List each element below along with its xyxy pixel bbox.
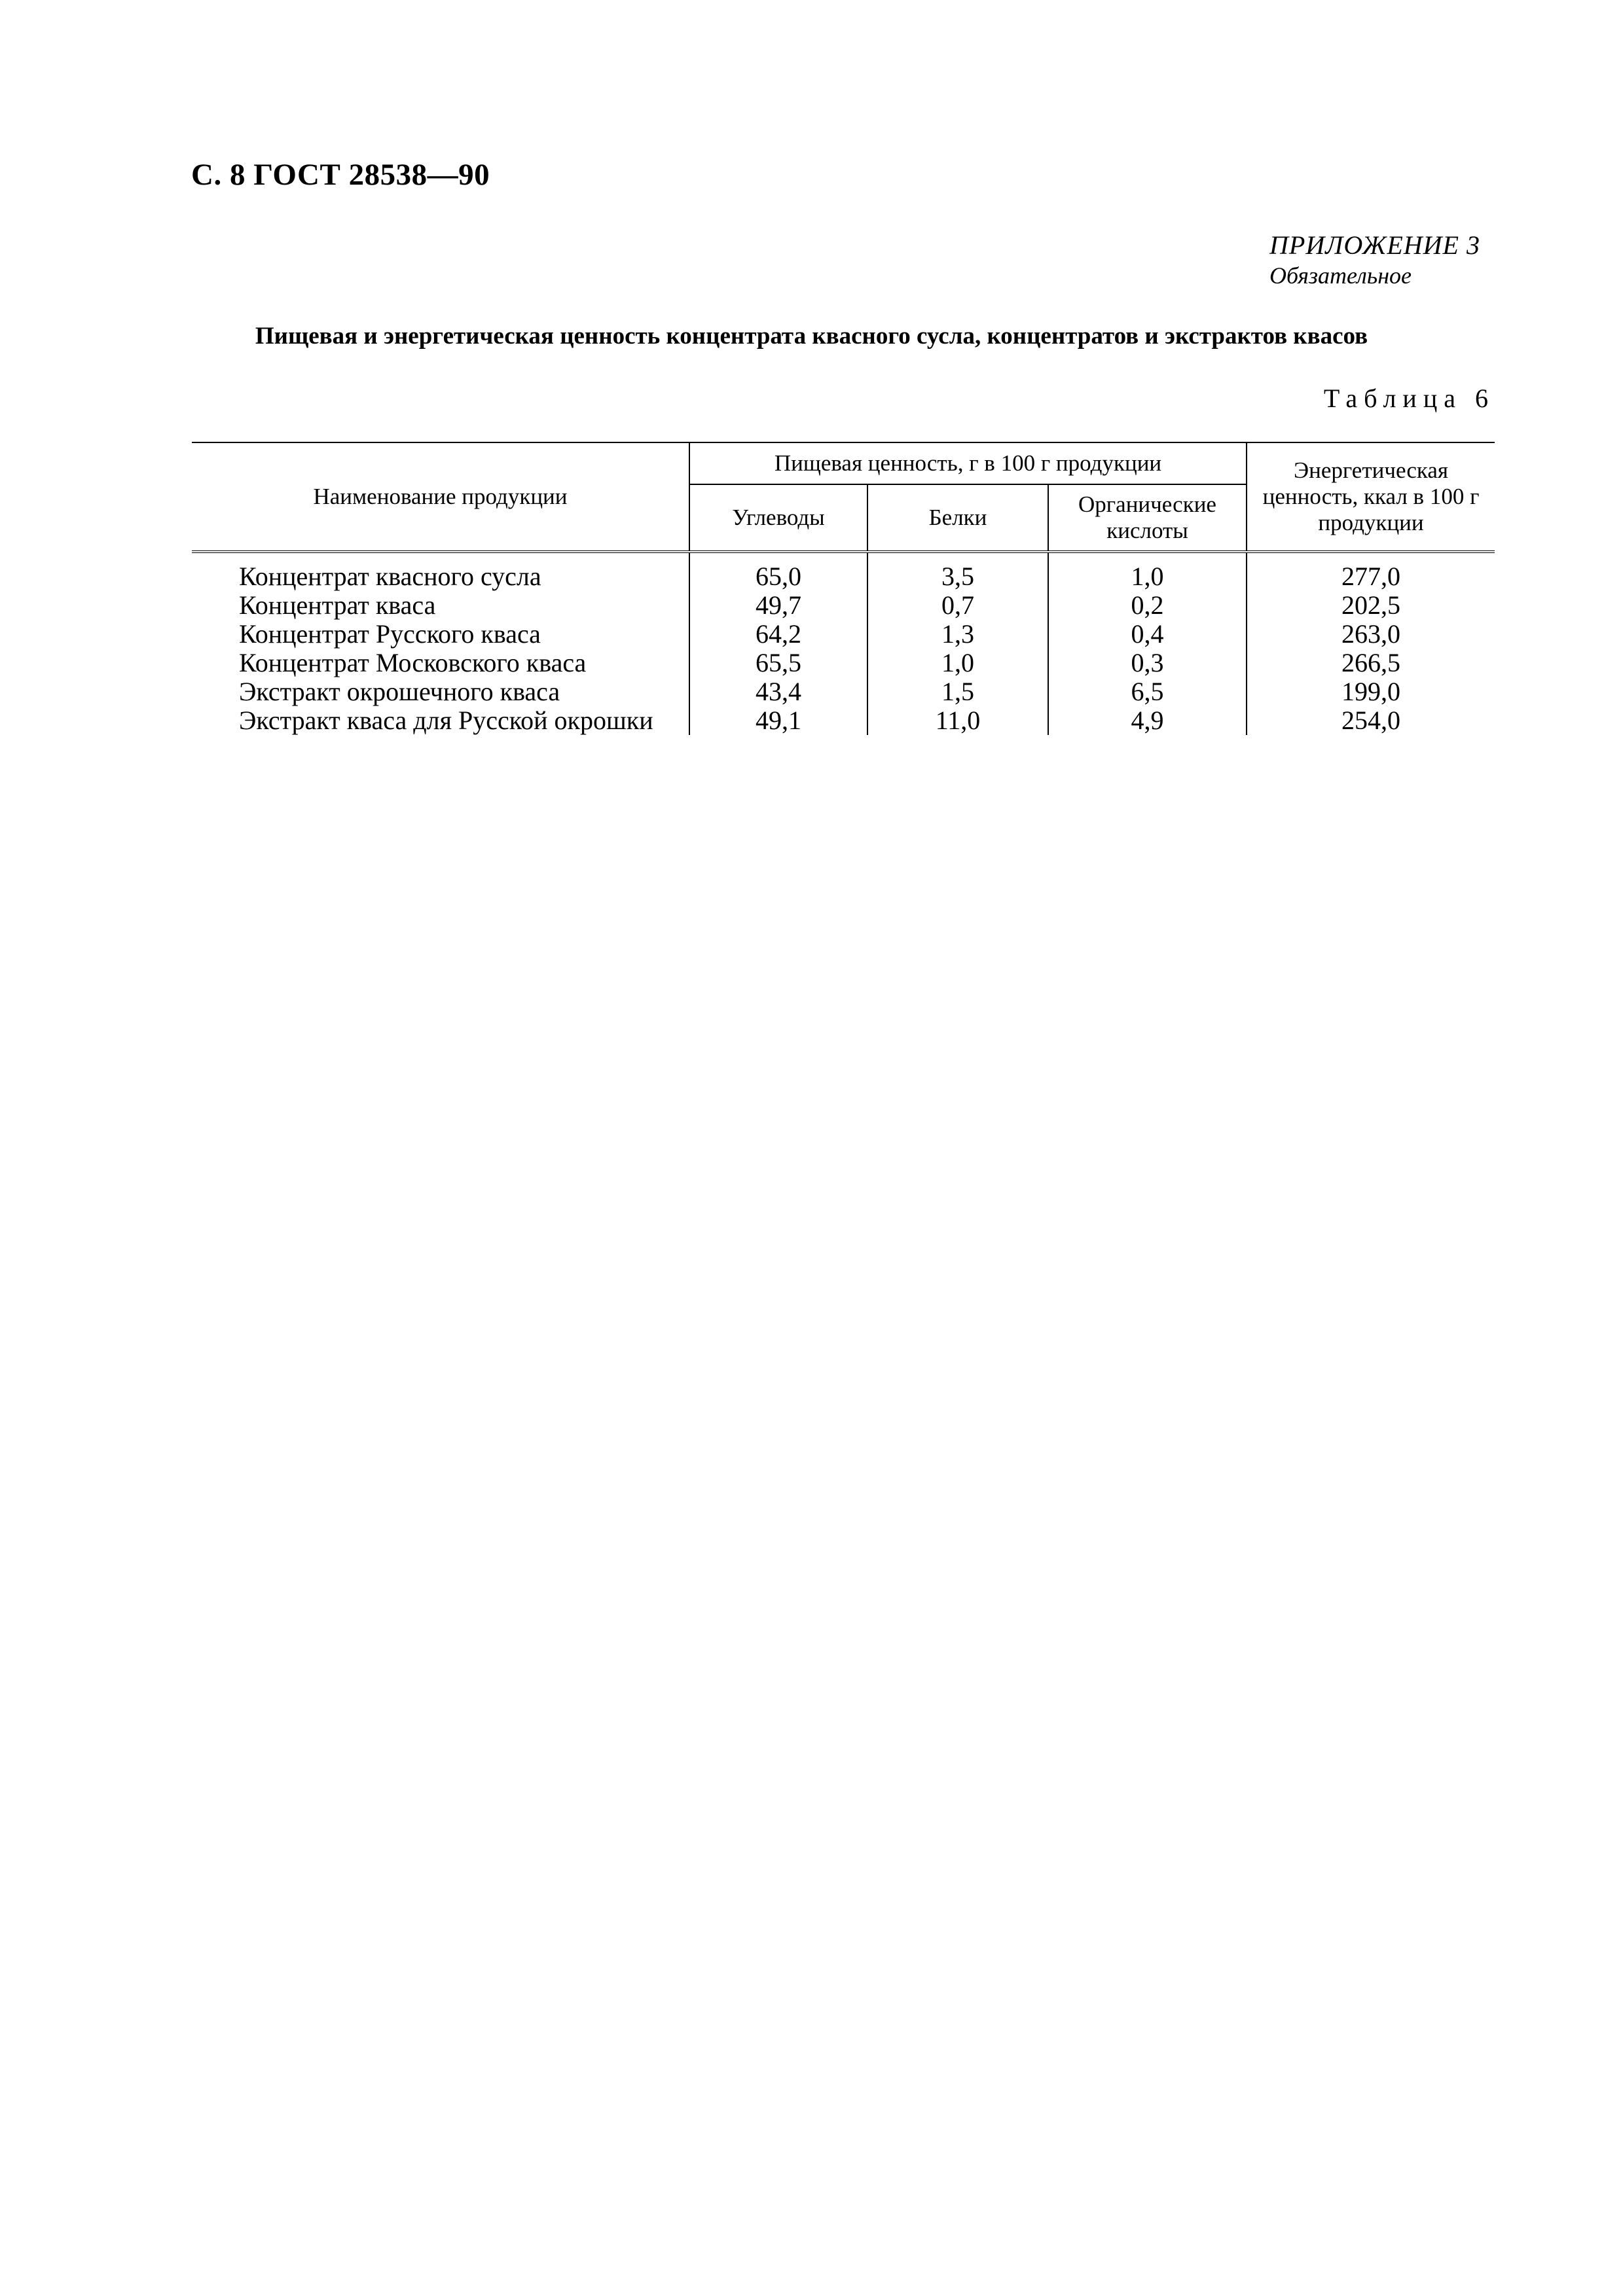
table-row xyxy=(192,552,1495,591)
carbs-value: 65,5 xyxy=(689,649,867,677)
product-name: Концентрат кваса xyxy=(192,591,689,620)
acids-value: 0,2 xyxy=(1048,591,1247,620)
header-energy: Энергетическая ценность, ккал в 100 г продукции xyxy=(1247,442,1495,552)
table-row xyxy=(192,591,1495,620)
proteins-value: 0,7 xyxy=(867,591,1048,620)
acids-value: 6,5 xyxy=(1048,677,1247,706)
appendix-number: ПРИЛОЖЕНИЕ 3 xyxy=(1269,230,1480,260)
energy-value: 254,0 xyxy=(1341,706,1401,735)
appendix-block xyxy=(1269,230,1480,291)
product-name: Экстракт окрошечного кваса xyxy=(192,677,689,706)
acids-value: 0,4 xyxy=(1048,620,1247,649)
product-name: Концентрат Русского кваса xyxy=(192,620,689,649)
nutrition-table xyxy=(192,442,1495,735)
table-row xyxy=(192,706,1495,735)
header-acids: Органические кислоты xyxy=(1048,484,1247,552)
table-row xyxy=(192,649,1495,677)
product-name: Концентрат квасного сусла xyxy=(192,552,689,591)
carbs-value: 49,1 xyxy=(689,706,867,735)
carbs-value: 64,2 xyxy=(689,620,867,649)
document-title: Пищевая и энергетическая ценность концентрата квасного сусла, концентратов и экстрактов квасов xyxy=(255,323,1368,350)
proteins-value: 3,5 xyxy=(867,552,1048,591)
appendix-kind: Обязательное xyxy=(1269,262,1412,289)
header-product-name: Наименование продукции xyxy=(192,442,689,552)
acids-value: 4,9 xyxy=(1048,706,1247,735)
energy-value: 202,5 xyxy=(1341,590,1401,620)
carbs-value: 65,0 xyxy=(689,552,867,591)
energy-value: 263,0 xyxy=(1341,619,1401,649)
proteins-value: 1,3 xyxy=(867,620,1048,649)
table-row xyxy=(192,677,1495,706)
acids-value: 1,0 xyxy=(1048,552,1247,591)
energy-value: 266,5 xyxy=(1341,648,1401,677)
product-name: Концентрат Московского кваса xyxy=(192,649,689,677)
table-row xyxy=(192,620,1495,649)
table-label: Таблица 6 xyxy=(1323,384,1495,413)
acids-value: 0,3 xyxy=(1048,649,1247,677)
header-proteins: Белки xyxy=(867,484,1048,552)
energy-value: 277,0 xyxy=(1341,562,1401,591)
proteins-value: 11,0 xyxy=(867,706,1048,735)
carbs-value: 43,4 xyxy=(689,677,867,706)
header-carbs: Углеводы xyxy=(689,484,867,552)
proteins-value: 1,5 xyxy=(867,677,1048,706)
product-name: Экстракт кваса для Русской окрошки xyxy=(192,706,689,735)
carbs-value: 49,7 xyxy=(689,591,867,620)
header-nutrition-group: Пищевая ценность, г в 100 г продукции xyxy=(689,442,1247,484)
page-header: С. 8 ГОСТ 28538—90 xyxy=(191,158,490,192)
proteins-value: 1,0 xyxy=(867,649,1048,677)
energy-value: 199,0 xyxy=(1341,677,1401,706)
